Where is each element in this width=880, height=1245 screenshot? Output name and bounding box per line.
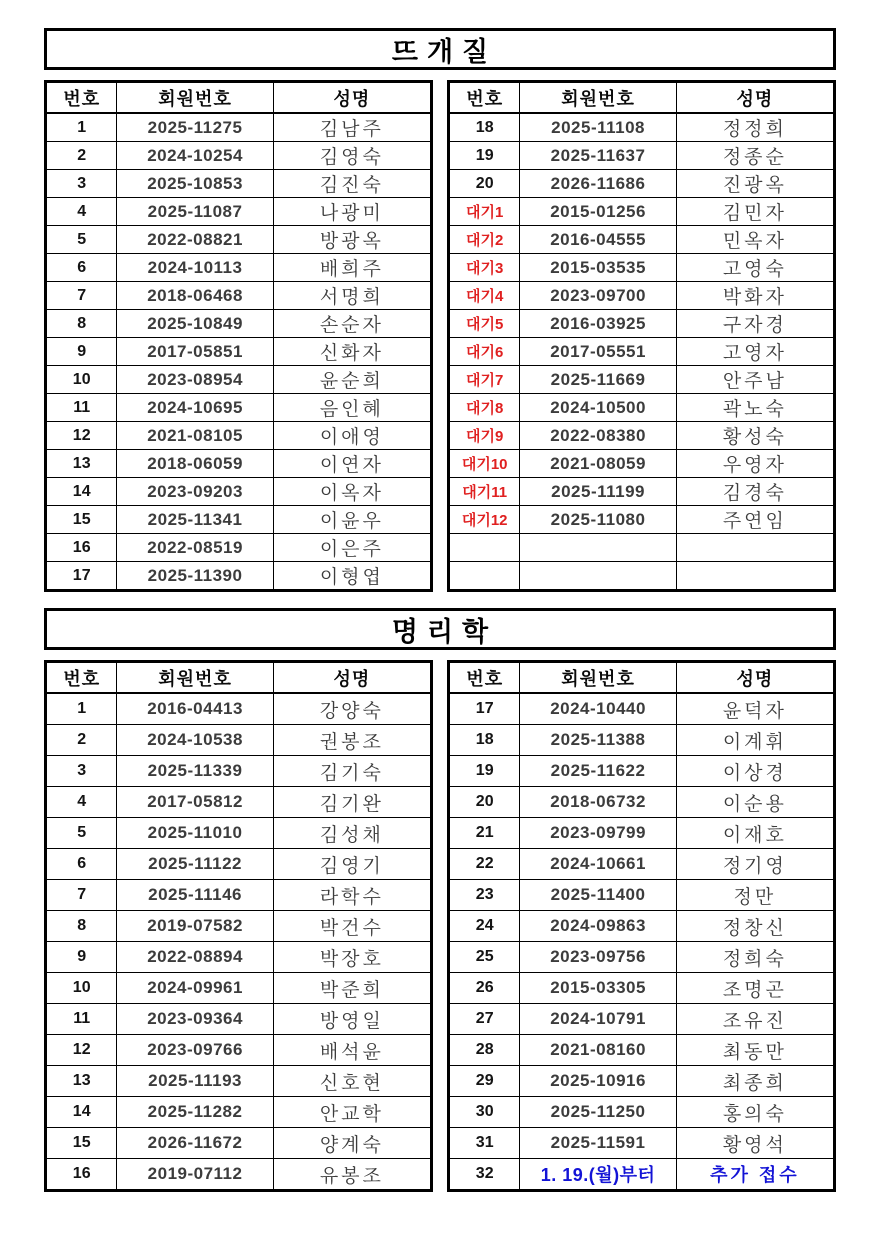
member-number-cell: 2025-11146 [117,880,273,911]
row-number-cell: 27 [449,1004,520,1035]
table-row [46,282,432,310]
row-number-cell: 25 [449,942,520,973]
row-number-cell: 대기4 [449,282,520,310]
name-cell: 권봉조 [273,725,431,756]
table-row [449,849,835,880]
row-number-cell: 4 [46,198,117,226]
name-cell: 이순용 [676,787,834,818]
col-header-name: 성명 [676,662,834,694]
col-header-number: 번호 [449,662,520,694]
name-cell: 박장호 [273,942,431,973]
row-number-cell: 7 [46,880,117,911]
member-number-cell: 2025-11390 [117,562,273,591]
member-number-cell: 2016-03925 [520,310,676,338]
row-number-cell: 대기7 [449,366,520,394]
name-cell: 라학수 [273,880,431,911]
member-number-cell: 2021-08059 [520,450,676,478]
row-number-cell: 14 [46,478,117,506]
table-header-row [449,82,835,114]
name-cell: 김민자 [676,198,834,226]
member-number-cell: 2015-03535 [520,254,676,282]
row-number-cell: 5 [46,226,117,254]
name-cell: 이윤우 [273,506,431,534]
member-number-cell: 2016-04413 [117,693,273,725]
row-number-cell: 9 [46,338,117,366]
table-row [46,942,432,973]
member-number-cell: 2025-11622 [520,756,676,787]
member-number-cell: 2025-10853 [117,170,273,198]
name-cell: 음인혜 [273,394,431,422]
table-row [449,1128,835,1159]
table-row [46,450,432,478]
member-number-cell: 2022-08894 [117,942,273,973]
section-myeongnihak [44,608,836,1192]
table-row [449,478,835,506]
member-number-cell: 2021-08160 [520,1035,676,1066]
table-row [449,693,835,725]
table-row [46,1159,432,1191]
member-number-cell: 2021-08105 [117,422,273,450]
section-title: 명리학 [391,616,498,647]
member-number-cell: 2025-10916 [520,1066,676,1097]
row-number-cell: 16 [46,534,117,562]
name-cell: 정정희 [676,113,834,142]
table-header-row [46,82,432,114]
table-row [46,338,432,366]
member-number-cell: 2017-05812 [117,787,273,818]
table-row [449,198,835,226]
name-cell: 곽노숙 [676,394,834,422]
member-number-cell: 2019-07582 [117,911,273,942]
member-number-cell: 2023-09364 [117,1004,273,1035]
member-number-cell: 2024-10791 [520,1004,676,1035]
col-header-number: 번호 [46,82,117,114]
name-cell: 안교학 [273,1097,431,1128]
row-number-cell: 19 [449,142,520,170]
row-number-cell: 5 [46,818,117,849]
row-number-cell: 15 [46,1128,117,1159]
table-row [449,562,835,591]
table-row [449,787,835,818]
row-number-cell: 10 [46,973,117,1004]
row-number-cell: 17 [46,562,117,591]
member-number-cell: 2025-11010 [117,818,273,849]
row-number-cell: 대기10 [449,450,520,478]
row-number-cell: 30 [449,1097,520,1128]
table-row [449,534,835,562]
name-cell: 김남주 [273,113,431,142]
table-row [46,506,432,534]
member-number-cell: 2024-09863 [520,911,676,942]
table-header-row [449,662,835,694]
name-cell: 윤순희 [273,366,431,394]
table-row [46,170,432,198]
table-row [46,725,432,756]
row-number-cell: 18 [449,725,520,756]
section-title: 뜨개질 [391,36,498,67]
member-number-cell [520,562,676,591]
member-number-cell: 2025-11122 [117,849,273,880]
row-number-cell: 28 [449,1035,520,1066]
name-cell: 황영석 [676,1128,834,1159]
table-row [46,478,432,506]
col-header-member-number: 회원번호 [520,662,676,694]
col-header-member-number: 회원번호 [117,82,273,114]
table-row [46,1035,432,1066]
name-cell: 이은주 [273,534,431,562]
table-row [449,1097,835,1128]
myeongnihak-right-table [447,660,836,1192]
row-number-cell: 26 [449,973,520,1004]
row-number-cell: 13 [46,450,117,478]
member-number-cell: 2023-09203 [117,478,273,506]
table-row [449,818,835,849]
name-cell: 김기완 [273,787,431,818]
member-number-cell: 2024-10538 [117,725,273,756]
name-cell: 이옥자 [273,478,431,506]
name-cell: 나광미 [273,198,431,226]
table-row [46,142,432,170]
member-number-cell [520,534,676,562]
table-row [449,226,835,254]
member-number-cell: 2016-04555 [520,226,676,254]
col-header-member-number: 회원번호 [520,82,676,114]
row-number-cell: 12 [46,1035,117,1066]
row-number-cell: 11 [46,394,117,422]
row-number-cell: 대기11 [449,478,520,506]
table-row [46,973,432,1004]
table-row [449,880,835,911]
name-cell: 이계휘 [676,725,834,756]
table-row [449,310,835,338]
name-cell: 정만 [676,880,834,911]
table-row [46,1004,432,1035]
name-cell: 구자경 [676,310,834,338]
table-row [46,254,432,282]
row-number-cell: 14 [46,1097,117,1128]
table-row [46,787,432,818]
knitting-tables [44,80,836,592]
row-number-cell: 대기9 [449,422,520,450]
row-number-cell: 15 [46,506,117,534]
member-number-cell: 2024-10254 [117,142,273,170]
table-row [46,310,432,338]
member-number-cell: 2025-11087 [117,198,273,226]
member-number-cell: 2024-10500 [520,394,676,422]
row-number-cell: 6 [46,254,117,282]
name-cell: 방영일 [273,1004,431,1035]
name-cell: 주연임 [676,506,834,534]
row-number-cell: 8 [46,310,117,338]
name-cell: 이애영 [273,422,431,450]
row-number-cell: 17 [449,693,520,725]
table-row [449,170,835,198]
table-row [46,366,432,394]
table-row [449,1066,835,1097]
table-header-row [46,662,432,694]
table-row [449,422,835,450]
knitting-title-box [44,28,836,70]
member-number-cell: 2023-08954 [117,366,273,394]
col-header-name: 성명 [273,82,431,114]
member-number-cell: 2017-05551 [520,338,676,366]
member-number-cell: 2023-09700 [520,282,676,310]
name-cell: 박화자 [676,282,834,310]
name-cell [676,534,834,562]
myeongnihak-tables [44,660,836,1192]
name-cell: 정창신 [676,911,834,942]
name-cell: 최종희 [676,1066,834,1097]
name-cell: 조명곤 [676,973,834,1004]
member-number-cell: 2025-11199 [520,478,676,506]
row-number-cell: 19 [449,756,520,787]
member-number-cell: 2024-10113 [117,254,273,282]
row-number-cell: 16 [46,1159,117,1191]
name-cell: 이상경 [676,756,834,787]
table-row [46,756,432,787]
member-number-cell: 2025-11080 [520,506,676,534]
member-number-cell: 2015-01256 [520,198,676,226]
row-number-cell: 12 [46,422,117,450]
member-number-cell: 2025-11341 [117,506,273,534]
member-number-cell: 2025-11669 [520,366,676,394]
member-number-cell: 2024-10661 [520,849,676,880]
myeongnihak-left-table [44,660,433,1192]
name-cell: 양계숙 [273,1128,431,1159]
member-number-cell: 2025-11339 [117,756,273,787]
table-row [46,534,432,562]
col-header-number: 번호 [449,82,520,114]
name-cell: 유봉조 [273,1159,431,1191]
member-number-cell: 2024-10695 [117,394,273,422]
name-cell: 강양숙 [273,693,431,725]
table-row [46,562,432,591]
member-number-cell: 2023-09756 [520,942,676,973]
name-cell: 민옥자 [676,226,834,254]
member-number-cell: 2023-09799 [520,818,676,849]
row-number-cell: 3 [46,756,117,787]
name-cell: 조유진 [676,1004,834,1035]
member-number-cell: 2026-11686 [520,170,676,198]
myeongnihak-title-box [44,608,836,650]
member-number-cell: 1. 19.(월)부터 [520,1159,676,1191]
row-number-cell: 대기2 [449,226,520,254]
member-number-cell: 2024-10440 [520,693,676,725]
member-number-cell: 2025-11591 [520,1128,676,1159]
row-number-cell: 8 [46,911,117,942]
row-number-cell: 대기5 [449,310,520,338]
table-row [46,1128,432,1159]
member-number-cell: 2015-03305 [520,973,676,1004]
table-row [449,1035,835,1066]
member-number-cell: 2025-11275 [117,113,273,142]
row-number-cell: 18 [449,113,520,142]
name-cell: 박건수 [273,911,431,942]
table-row [46,394,432,422]
col-header-member-number: 회원번호 [117,662,273,694]
name-cell: 황성숙 [676,422,834,450]
name-cell: 배석윤 [273,1035,431,1066]
table-row [46,226,432,254]
row-number-cell: 대기8 [449,394,520,422]
table-row [449,973,835,1004]
row-number-cell: 2 [46,725,117,756]
name-cell: 김영기 [273,849,431,880]
row-number-cell: 23 [449,880,520,911]
row-number-cell: 22 [449,849,520,880]
member-number-cell: 2025-10849 [117,310,273,338]
table-row [46,911,432,942]
row-number-cell: 29 [449,1066,520,1097]
row-number-cell: 11 [46,1004,117,1035]
member-number-cell: 2022-08519 [117,534,273,562]
name-cell: 정희숙 [676,942,834,973]
member-number-cell: 2018-06059 [117,450,273,478]
table-row [46,693,432,725]
member-number-cell: 2025-11400 [520,880,676,911]
row-number-cell: 대기3 [449,254,520,282]
row-number-cell: 9 [46,942,117,973]
member-number-cell: 2026-11672 [117,1128,273,1159]
col-header-number: 번호 [46,662,117,694]
table-row [449,282,835,310]
name-cell: 서명희 [273,282,431,310]
name-cell: 김기숙 [273,756,431,787]
row-number-cell: 6 [46,849,117,880]
row-number-cell [449,562,520,591]
table-row [449,450,835,478]
table-row [449,942,835,973]
name-cell: 홍의숙 [676,1097,834,1128]
name-cell: 김경숙 [676,478,834,506]
member-number-cell: 2025-11637 [520,142,676,170]
table-row [449,142,835,170]
row-number-cell: 대기12 [449,506,520,534]
row-number-cell: 20 [449,787,520,818]
name-cell: 고영숙 [676,254,834,282]
member-number-cell: 2018-06732 [520,787,676,818]
table-row [46,198,432,226]
name-cell [676,562,834,591]
row-number-cell: 대기6 [449,338,520,366]
row-number-cell: 21 [449,818,520,849]
name-cell: 김진숙 [273,170,431,198]
row-number-cell: 1 [46,693,117,725]
table-row [46,113,432,142]
name-cell: 최동만 [676,1035,834,1066]
row-number-cell: 1 [46,113,117,142]
name-cell: 손순자 [273,310,431,338]
row-number-cell: 13 [46,1066,117,1097]
name-cell: 방광옥 [273,226,431,254]
table-row [449,1004,835,1035]
member-number-cell: 2022-08380 [520,422,676,450]
row-number-cell: 대기1 [449,198,520,226]
name-cell: 배희주 [273,254,431,282]
member-number-cell: 2025-11282 [117,1097,273,1128]
table-row [449,394,835,422]
row-number-cell: 20 [449,170,520,198]
table-row [449,338,835,366]
col-header-name: 성명 [676,82,834,114]
table-row [46,880,432,911]
knitting-left-table [44,80,433,592]
row-number-cell: 32 [449,1159,520,1191]
row-number-cell: 7 [46,282,117,310]
name-cell: 추가 접수 [676,1159,834,1191]
name-cell: 김영숙 [273,142,431,170]
table-row [449,113,835,142]
table-row [46,849,432,880]
table-row [46,818,432,849]
table-row [46,422,432,450]
row-number-cell [449,534,520,562]
table-row [46,1066,432,1097]
name-cell: 김성채 [273,818,431,849]
section-knitting [44,28,836,592]
member-number-cell: 2018-06468 [117,282,273,310]
table-row [449,1159,835,1191]
table-row [449,506,835,534]
name-cell: 신화자 [273,338,431,366]
member-number-cell: 2017-05851 [117,338,273,366]
member-number-cell: 2023-09766 [117,1035,273,1066]
name-cell: 정종순 [676,142,834,170]
name-cell: 고영자 [676,338,834,366]
member-number-cell: 2025-11250 [520,1097,676,1128]
name-cell: 정기영 [676,849,834,880]
name-cell: 이연자 [273,450,431,478]
row-number-cell: 10 [46,366,117,394]
name-cell: 박준희 [273,973,431,1004]
table-row [449,366,835,394]
name-cell: 이재호 [676,818,834,849]
row-number-cell: 2 [46,142,117,170]
knitting-right-table [447,80,836,592]
name-cell: 윤덕자 [676,693,834,725]
member-number-cell: 2024-09961 [117,973,273,1004]
name-cell: 안주남 [676,366,834,394]
member-number-cell: 2025-11388 [520,725,676,756]
name-cell: 우영자 [676,450,834,478]
row-number-cell: 24 [449,911,520,942]
row-number-cell: 4 [46,787,117,818]
member-number-cell: 2025-11108 [520,113,676,142]
table-row [449,756,835,787]
row-number-cell: 31 [449,1128,520,1159]
name-cell: 신호현 [273,1066,431,1097]
table-row [449,254,835,282]
name-cell: 이형엽 [273,562,431,591]
member-number-cell: 2019-07112 [117,1159,273,1191]
name-cell: 진광옥 [676,170,834,198]
table-row [449,911,835,942]
table-row [46,1097,432,1128]
member-number-cell: 2022-08821 [117,226,273,254]
member-number-cell: 2025-11193 [117,1066,273,1097]
col-header-name: 성명 [273,662,431,694]
row-number-cell: 3 [46,170,117,198]
table-row [449,725,835,756]
